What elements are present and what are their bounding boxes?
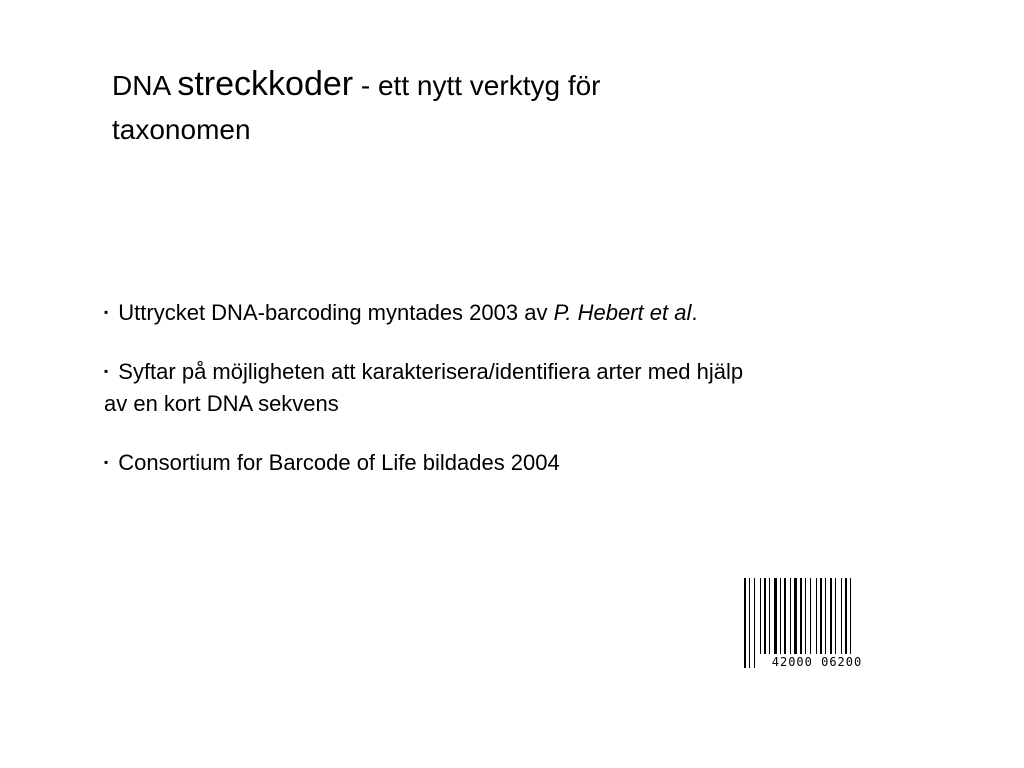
barcode-bar — [754, 578, 755, 668]
bullet-suffix: . — [691, 300, 698, 325]
title-streckkoder: streckkoder — [177, 65, 354, 103]
bullet-item-syftar — [104, 355, 904, 420]
bullet-item-consortium — [104, 446, 904, 479]
bullet-text-line2: av en kort DNA sekvens — [104, 391, 339, 416]
barcode-bar — [744, 578, 746, 668]
slide-title — [112, 62, 752, 152]
author-name: P. Hebert et al — [553, 300, 692, 325]
bullet-item-hebert — [104, 296, 904, 329]
bullet-text: Consortium for Barcode of Life bildades 2004 — [118, 450, 560, 475]
barcode-bar — [749, 578, 750, 668]
bullet-icon: ▪ — [104, 305, 109, 319]
bullet-text: Uttrycket DNA-barcoding myntades 2003 av — [118, 300, 554, 325]
title-subtitle: - ett nytt verktyg för — [353, 70, 601, 101]
bullet-list — [104, 296, 904, 479]
bullet-icon: ▪ — [104, 364, 109, 378]
barcode-digits: 42000 06200 — [760, 654, 874, 670]
bullet-icon: ▪ — [104, 455, 109, 469]
bullet-text-line1: Syftar på möjligheten att karakterisera/identifiera arter med hjälp — [118, 359, 744, 384]
title-dna: DNA — [112, 70, 178, 101]
barcode — [744, 578, 894, 670]
title-line2: taxonomen — [112, 114, 251, 145]
